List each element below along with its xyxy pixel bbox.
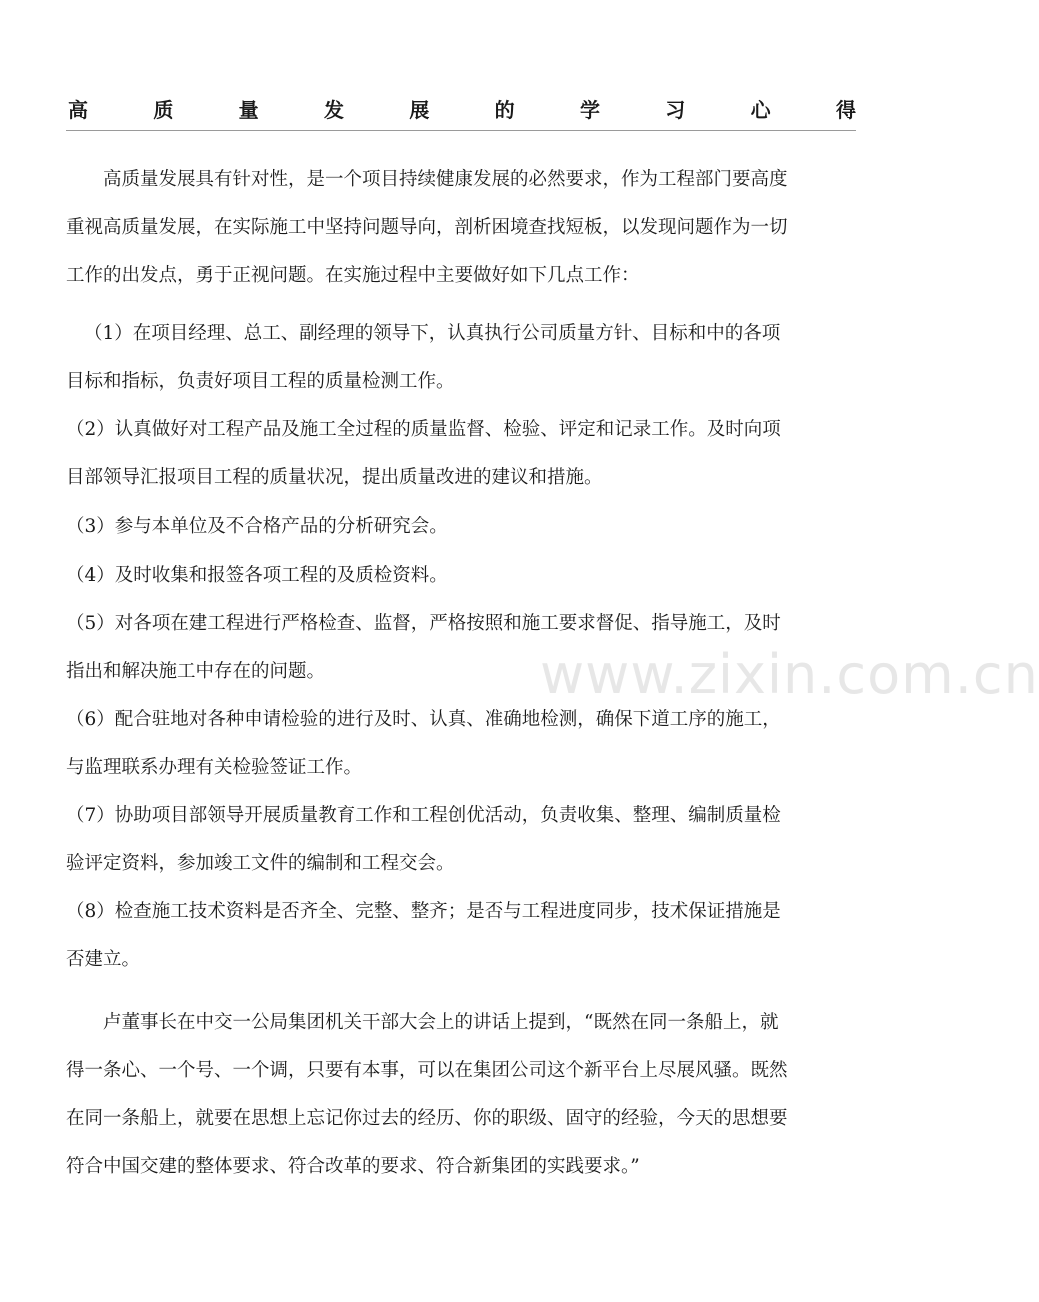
intro-paragraph [66, 156, 856, 300]
title-char: 发 [323, 97, 344, 122]
title-char: 学 [579, 97, 600, 122]
title-char: 习 [665, 97, 686, 122]
text-line: （7）协助项目部领导开展质量教育工作和工程创优活动，负责收集、整理、编制质量检 [66, 805, 781, 826]
list-item [66, 792, 856, 888]
text-line: 在同一条船上，就要在思想上忘记你过去的经历、你的职级、固守的经验，今天的思想要 [66, 1108, 788, 1129]
text-line: 卢董事长在中交一公局集团机关干部大会上的讲话上提到，“既然在同一条船上，就 [103, 1012, 779, 1033]
text-line: 重视高质量发展，在实际施工中坚持问题导向，剖析困境查找短板，以发现问题作为一切 [66, 217, 788, 238]
watermark: www.zixin.com.cn [540, 643, 1039, 706]
text-line: 验评定资料，参加竣工文件的编制和工程交会。 [66, 853, 455, 874]
title-char: 质 [153, 97, 174, 122]
title-char: 的 [494, 97, 515, 122]
text-line: 指出和解决施工中存在的问题。 [66, 661, 326, 682]
title-char: 展 [409, 97, 430, 122]
text-line: 得一条心、一个号、一个调，只要有本事，可以在集团公司这个新平台上尽展风骚。既然 [66, 1060, 788, 1081]
text-line: （8）检查施工技术资料是否齐全、完整、整齐；是否与工程进度同步，技术保证措施是 [66, 901, 781, 922]
list-item [66, 696, 856, 792]
closing-paragraph [66, 999, 856, 1191]
text-line: 与监理联系办理有关检验签证工作。 [66, 757, 363, 778]
text-line: （3）参与本单位及不合格产品的分析研究会。 [66, 516, 448, 537]
text-line: （5）对各项在建工程进行严格检查、监督，严格按照和施工要求督促、指导施工，及时 [66, 613, 781, 634]
text-line: 目标和指标，负责好项目工程的质量检测工作。 [66, 371, 455, 392]
list-item [66, 503, 856, 551]
text-line: （6）配合驻地对各种申请检验的进行及时、认真、准确地检测，确保下道工序的施工， [66, 709, 781, 730]
title-char: 高 [68, 97, 88, 122]
list-item [66, 310, 856, 406]
text-line: 目部领导汇报项目工程的质量状况，提出质量改进的建议和措施。 [66, 467, 603, 488]
title-divider [66, 130, 856, 131]
text-line: 高质量发展具有针对性，是一个项目持续健康发展的必然要求，作为工程部门要高度 [103, 169, 788, 190]
list-item [66, 406, 856, 502]
title-char: 量 [238, 97, 259, 122]
list-item [66, 888, 856, 984]
list-item [66, 600, 856, 696]
text-line: （4）及时收集和报签各项工程的及质检资料。 [66, 565, 448, 586]
title-char: 心 [750, 97, 771, 122]
page-title [68, 92, 856, 124]
text-line: 否建立。 [66, 949, 141, 970]
text-line: 工作的出发点，勇于正视问题。在实施过程中主要做好如下几点工作： [66, 265, 640, 286]
text-line: （2）认真做好对工程产品及施工全过程的质量监督、检验、评定和记录工作。及时向项 [66, 419, 781, 440]
list-item [66, 552, 856, 600]
text-line: （1）在项目经理、总工、副经理的领导下，认真执行公司质量方针、目标和中的各项 [84, 323, 781, 344]
title-char: 得 [835, 97, 856, 122]
text-line: 符合中国交建的整体要求、符合改革的要求、符合新集团的实践要求。” [66, 1156, 640, 1177]
